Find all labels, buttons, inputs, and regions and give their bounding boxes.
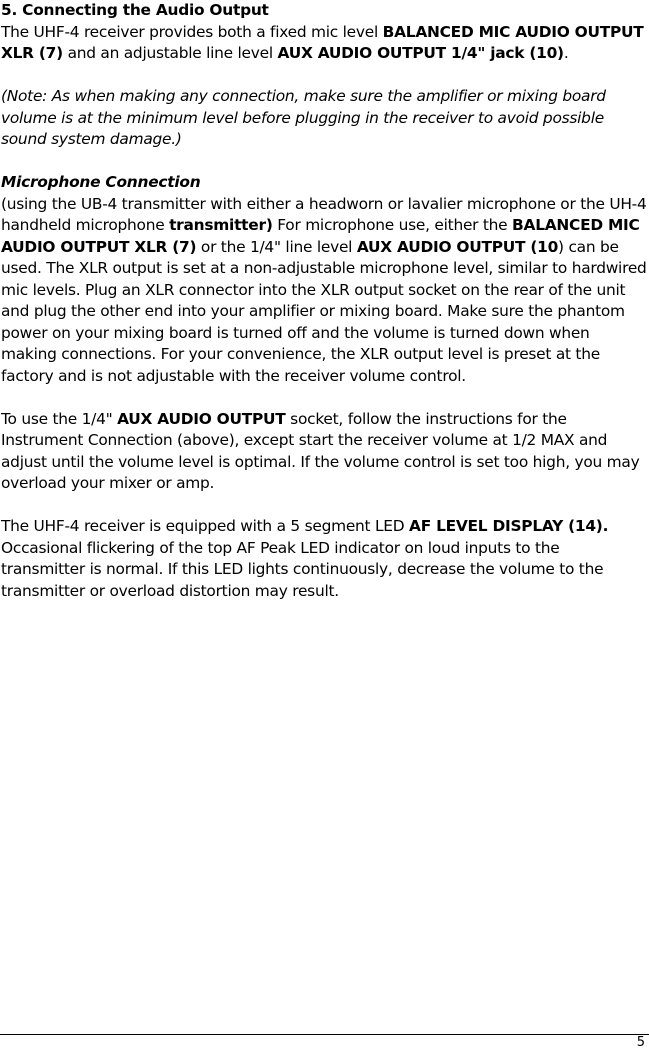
- led-text-2: Occasional flickering of the top AF Peak LED indicator on loud inputs to the transmitter is normal. If this LED lights continuously, decrease the volume to the transmitter or overload distortion may result.: [1, 538, 604, 600]
- mic-bold-aux: AUX AUDIO OUTPUT (10: [356, 237, 559, 256]
- mic-text-1: (using the UB-4 transmitter with either a headworn or lavalier microphone or the UH-4 handheld microphone: [1, 194, 647, 234]
- aux-text-2: socket, follow the instructions for the Instrument Connection (above), except start the receiver volume at 1/2 MAX and adjust until the volume level is optimal. If the volume control is set too high, you may overload your mixer or amp.: [1, 409, 640, 492]
- mic-bold-transmitter: transmitter): [169, 216, 273, 234]
- page-number: 5: [636, 1035, 645, 1050]
- aux-text-1: To use the 1/4": [1, 409, 118, 428]
- section-heading: 5. Connecting the Audio Output: [1, 1, 269, 19]
- mic-text-3: or the 1/4" line level: [196, 237, 357, 256]
- intro-bold-aux: AUX AUDIO OUTPUT 1/4" jack (10): [277, 44, 564, 62]
- intro-text-2: and an adjustable line level: [62, 44, 278, 62]
- mic-text-4: ) can be used. The XLR output is set at a non-adjustable microphone level, similar to hardwired mic levels. Plug an XLR connector into the XLR output socket on the rear of the unit and plug the other end into your amplifier or mixing board. Make sure the phantom power on your mixing board is turned off and the volume is turned down when making connections. For your convenience, the XLR output level is preset at the factory and is not adjustable with the receiver volume control.: [1, 237, 647, 385]
- led-bold-display: AF LEVEL DISPLAY (14).: [409, 517, 609, 535]
- led-text-1: The UHF-4 receiver is equipped with a 5 segment LED: [1, 517, 410, 535]
- note-paragraph: (Note: As when making any connection, make sure the amplifier or mixing board volume is at the minimum level before plugging in the receiver to avoid possible sound system damage.): [1, 87, 606, 148]
- page-content: [1, 0, 648, 624]
- intro-paragraph: [1, 0, 648, 65]
- mic-text-2: For microphone use, either the: [272, 216, 513, 234]
- mic-bold-xlr: BALANCED MIC AUDIO OUTPUT XLR (7): [1, 216, 640, 256]
- footer-divider: [0, 1034, 649, 1035]
- aux-bold-output: AUX AUDIO OUTPUT: [117, 409, 286, 428]
- intro-text-1: The UHF-4 receiver provides both a fixed mic level: [1, 22, 383, 41]
- intro-text-3: .: [563, 44, 569, 62]
- microphone-connection-paragraph: [1, 172, 648, 387]
- led-display-paragraph: [1, 516, 648, 602]
- microphone-connection-heading: Microphone Connection: [1, 173, 201, 191]
- intro-bold-xlr: BALANCED MIC AUDIO OUTPUT XLR (7): [1, 22, 644, 62]
- aux-output-paragraph: [1, 409, 648, 495]
